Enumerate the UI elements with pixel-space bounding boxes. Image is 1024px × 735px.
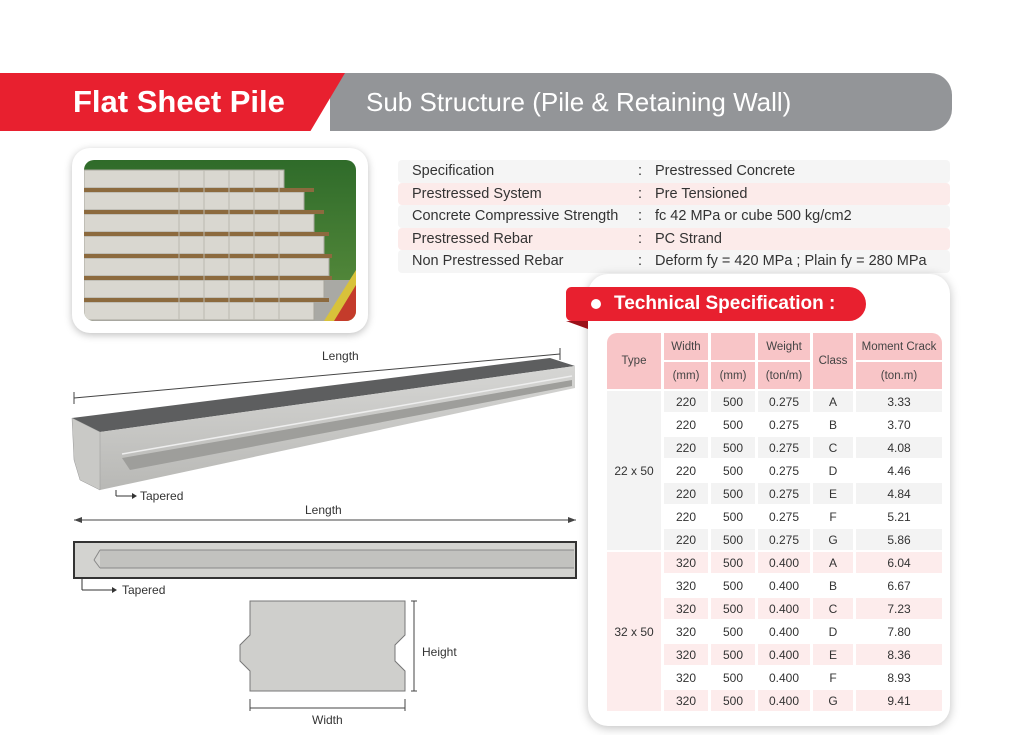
spec-colon: : bbox=[638, 163, 643, 179]
cell-moment: 9.41 bbox=[856, 690, 942, 711]
cell-class: A bbox=[813, 391, 853, 412]
cell-weight: 0.400 bbox=[758, 598, 810, 619]
cell-height: 500 bbox=[711, 437, 755, 458]
cell-height: 500 bbox=[711, 414, 755, 435]
spec-colon: : bbox=[638, 208, 643, 224]
spec-list bbox=[398, 160, 950, 273]
cell-height: 500 bbox=[711, 690, 755, 711]
spec-value: Prestressed Concrete bbox=[655, 163, 796, 179]
page-title: Flat Sheet Pile bbox=[73, 84, 285, 119]
cell-class: E bbox=[813, 644, 853, 665]
bullet-icon bbox=[591, 299, 601, 309]
cell-height: 500 bbox=[711, 460, 755, 481]
iso-tapered-label: Tapered bbox=[140, 489, 184, 503]
cell-moment: 3.70 bbox=[856, 414, 942, 435]
cell-weight: 0.400 bbox=[758, 575, 810, 596]
cell-weight: 0.400 bbox=[758, 690, 810, 711]
table-row bbox=[607, 391, 942, 412]
cell-height: 500 bbox=[711, 621, 755, 642]
header-height-unit: (mm) bbox=[711, 362, 755, 389]
page-subtitle: Sub Structure (Pile & Retaining Wall) bbox=[366, 87, 792, 117]
cell-height: 500 bbox=[711, 644, 755, 665]
isometric-pile-drawing bbox=[60, 340, 580, 510]
technical-spec-title: Technical Specification : bbox=[614, 293, 836, 314]
cell-moment: 7.23 bbox=[856, 598, 942, 619]
cell-moment: 6.04 bbox=[856, 552, 942, 573]
table-row bbox=[607, 552, 942, 573]
cell-class: B bbox=[813, 575, 853, 596]
table-group-32x50 bbox=[607, 552, 942, 711]
cell-class: B bbox=[813, 414, 853, 435]
cell-height: 500 bbox=[711, 506, 755, 527]
cell-height: 500 bbox=[711, 529, 755, 550]
spec-row bbox=[398, 183, 950, 206]
section-height-label: Height bbox=[422, 645, 457, 659]
spec-label: Prestressed System bbox=[412, 185, 542, 202]
cell-moment: 5.86 bbox=[856, 529, 942, 550]
cell-weight: 0.275 bbox=[758, 506, 810, 527]
cell-weight: 0.400 bbox=[758, 644, 810, 665]
iso-length-label: Length bbox=[322, 349, 359, 363]
cell-width: 220 bbox=[664, 506, 708, 527]
spec-label: Prestressed Rebar bbox=[412, 230, 533, 247]
cell-weight: 0.275 bbox=[758, 437, 810, 458]
spec-colon: : bbox=[638, 185, 643, 202]
header-class: Class bbox=[813, 333, 853, 389]
spec-row bbox=[398, 205, 950, 228]
cell-width: 320 bbox=[664, 644, 708, 665]
cell-width: 320 bbox=[664, 575, 708, 596]
side-length-label: Length bbox=[305, 503, 342, 517]
cell-class: G bbox=[813, 690, 853, 711]
cell-height: 500 bbox=[711, 575, 755, 596]
cell-weight: 0.400 bbox=[758, 667, 810, 688]
header-moment-unit: (ton.m) bbox=[856, 362, 942, 389]
spec-value: Deform fy = 420 MPa ; Plain fy = 280 MPa bbox=[655, 253, 927, 269]
type-cell: 22 x 50 bbox=[607, 391, 661, 550]
header-weight-unit: (ton/m) bbox=[758, 362, 810, 389]
cell-width: 220 bbox=[664, 391, 708, 412]
spec-value: Pre Tensioned bbox=[655, 185, 748, 202]
cell-moment: 4.08 bbox=[856, 437, 942, 458]
spec-label: Specification bbox=[412, 163, 495, 179]
cell-class: F bbox=[813, 506, 853, 527]
spec-row bbox=[398, 250, 950, 273]
cell-class: E bbox=[813, 483, 853, 504]
cell-moment: 5.21 bbox=[856, 506, 942, 527]
header-moment: Moment Crack bbox=[856, 333, 942, 360]
cell-class: F bbox=[813, 667, 853, 688]
header-width-unit: (mm) bbox=[664, 362, 708, 389]
side-tapered-label: Tapered bbox=[122, 583, 166, 597]
cell-class: D bbox=[813, 621, 853, 642]
cell-moment: 8.36 bbox=[856, 644, 942, 665]
table-group-22x50 bbox=[607, 391, 942, 550]
cell-moment: 8.93 bbox=[856, 667, 942, 688]
cell-height: 500 bbox=[711, 391, 755, 412]
type-cell: 32 x 50 bbox=[607, 552, 661, 711]
side-pile-drawing bbox=[60, 500, 590, 605]
spec-colon: : bbox=[638, 230, 643, 247]
cell-width: 320 bbox=[664, 598, 708, 619]
section-width-label: Width bbox=[312, 713, 343, 727]
cell-weight: 0.275 bbox=[758, 460, 810, 481]
cell-width: 220 bbox=[664, 483, 708, 504]
cell-moment: 3.33 bbox=[856, 391, 942, 412]
cell-weight: 0.400 bbox=[758, 552, 810, 573]
concrete-piles-photo bbox=[84, 160, 356, 321]
technical-spec-table bbox=[604, 331, 945, 713]
cell-moment: 7.80 bbox=[856, 621, 942, 642]
cell-width: 220 bbox=[664, 460, 708, 481]
cell-weight: 0.275 bbox=[758, 529, 810, 550]
cell-moment: 4.84 bbox=[856, 483, 942, 504]
cross-section-drawing bbox=[235, 595, 475, 730]
cell-class: A bbox=[813, 552, 853, 573]
spec-value: fc 42 MPa or cube 500 kg/cm2 bbox=[655, 208, 852, 224]
product-photo-card bbox=[72, 148, 368, 333]
header-type: Type bbox=[607, 333, 661, 389]
spec-value: PC Strand bbox=[655, 230, 722, 247]
header-weight: Weight bbox=[758, 333, 810, 360]
cell-weight: 0.275 bbox=[758, 391, 810, 412]
header-height bbox=[711, 333, 755, 360]
cell-moment: 4.46 bbox=[856, 460, 942, 481]
spec-label: Concrete Compressive Strength bbox=[412, 208, 619, 224]
cell-height: 500 bbox=[711, 598, 755, 619]
spec-colon: : bbox=[638, 253, 643, 269]
spec-row bbox=[398, 228, 950, 251]
cell-class: C bbox=[813, 437, 853, 458]
cell-height: 500 bbox=[711, 483, 755, 504]
cell-width: 220 bbox=[664, 414, 708, 435]
cell-width: 320 bbox=[664, 690, 708, 711]
header-width: Width bbox=[664, 333, 708, 360]
cell-width: 320 bbox=[664, 552, 708, 573]
cell-weight: 0.275 bbox=[758, 414, 810, 435]
spec-label: Non Prestressed Rebar bbox=[412, 253, 564, 269]
cell-weight: 0.275 bbox=[758, 483, 810, 504]
cell-class: D bbox=[813, 460, 853, 481]
cell-weight: 0.400 bbox=[758, 621, 810, 642]
cell-width: 320 bbox=[664, 667, 708, 688]
cell-moment: 6.67 bbox=[856, 575, 942, 596]
cell-width: 220 bbox=[664, 529, 708, 550]
cell-height: 500 bbox=[711, 667, 755, 688]
cell-class: C bbox=[813, 598, 853, 619]
cell-width: 320 bbox=[664, 621, 708, 642]
spec-row bbox=[398, 160, 950, 183]
cell-height: 500 bbox=[711, 552, 755, 573]
cell-class: G bbox=[813, 529, 853, 550]
tab-fold bbox=[566, 321, 588, 329]
cell-width: 220 bbox=[664, 437, 708, 458]
